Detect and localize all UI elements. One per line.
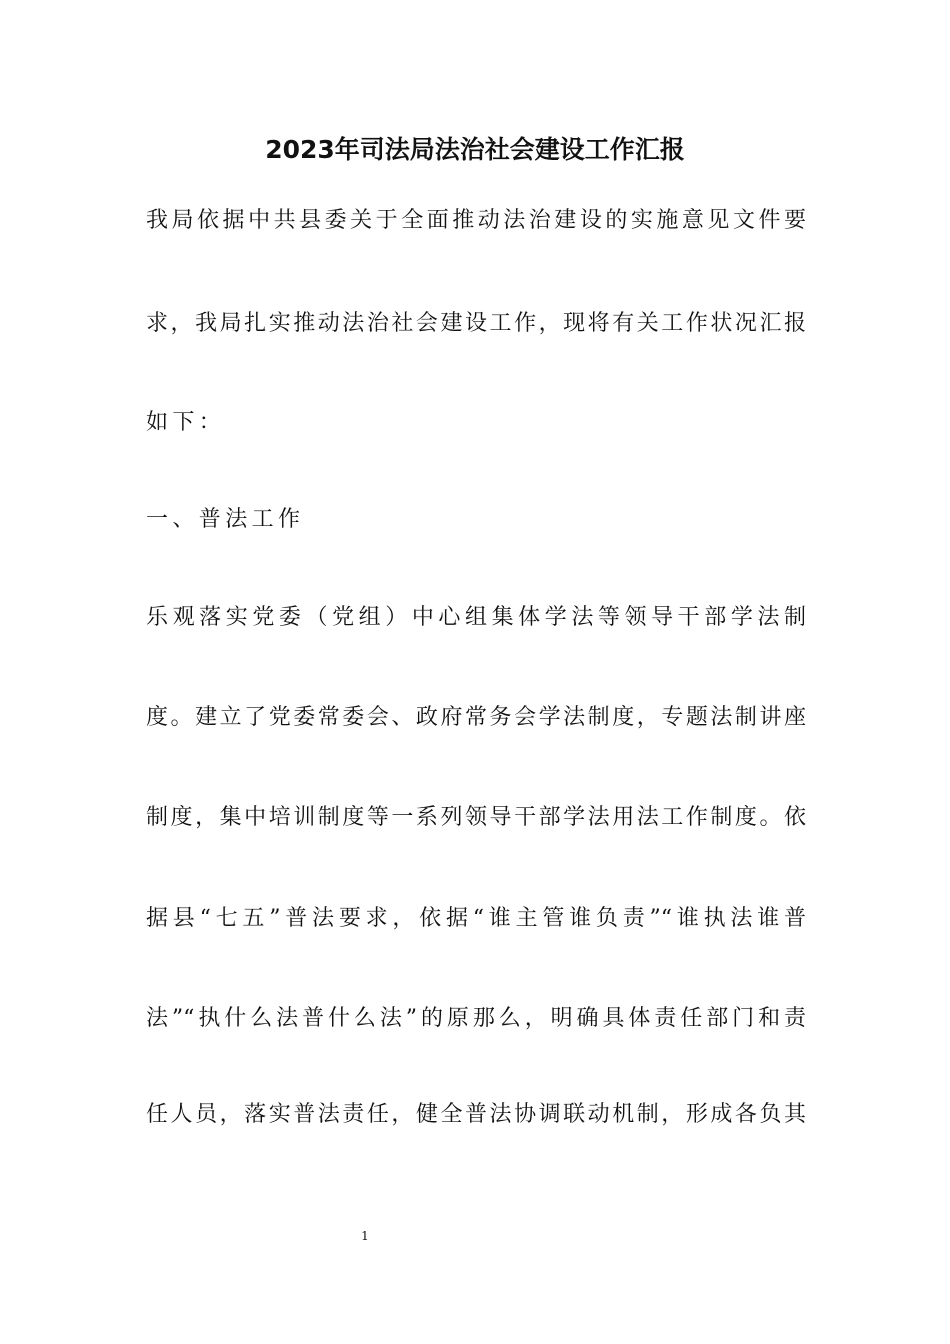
document-title: 2023年司法局法治社会建设工作汇报: [265, 135, 685, 164]
paragraph-line: [146, 1002, 806, 1036]
paragraph-line: [146, 701, 806, 735]
paragraph-line: [146, 406, 806, 440]
line-text: 据县“七五”普法要求，依据“谁主管谁负责”“谁执法谁普: [146, 906, 806, 931]
paragraph-line: [146, 1098, 806, 1132]
line-text: 度。建立了党委常委会、政府常务会学法制度，专题法制讲座: [146, 705, 806, 730]
paragraph-line: [146, 801, 806, 835]
paragraph-line: [146, 307, 806, 341]
line-text: 任人员，落实普法责任，健全普法协调联动机制，形成各负其: [146, 1102, 806, 1127]
line-text: 如下：: [146, 410, 226, 435]
line-text: 一、普法工作: [146, 507, 305, 532]
line-text: 法”“执什么法普什么法”的原那么，明确具体责任部门和责: [146, 1006, 806, 1031]
paragraph-line: [146, 601, 806, 635]
paragraph-line: [146, 204, 806, 238]
section-heading: [146, 503, 806, 537]
line-text: 制度，集中培训制度等一系列领导干部学法用法工作制度。依: [146, 805, 806, 830]
line-text: 我局依据中共县委关于全面推动法治建设的实施意见文件要: [146, 208, 806, 233]
line-text: 求，我局扎实推动法治社会建设工作，现将有关工作状况汇报: [146, 311, 806, 336]
paragraph-line: [146, 902, 806, 936]
line-text: 乐观落实党委（党组）中心组集体学法等领导干部学法制: [146, 605, 806, 630]
page-number: 1: [361, 1229, 369, 1243]
